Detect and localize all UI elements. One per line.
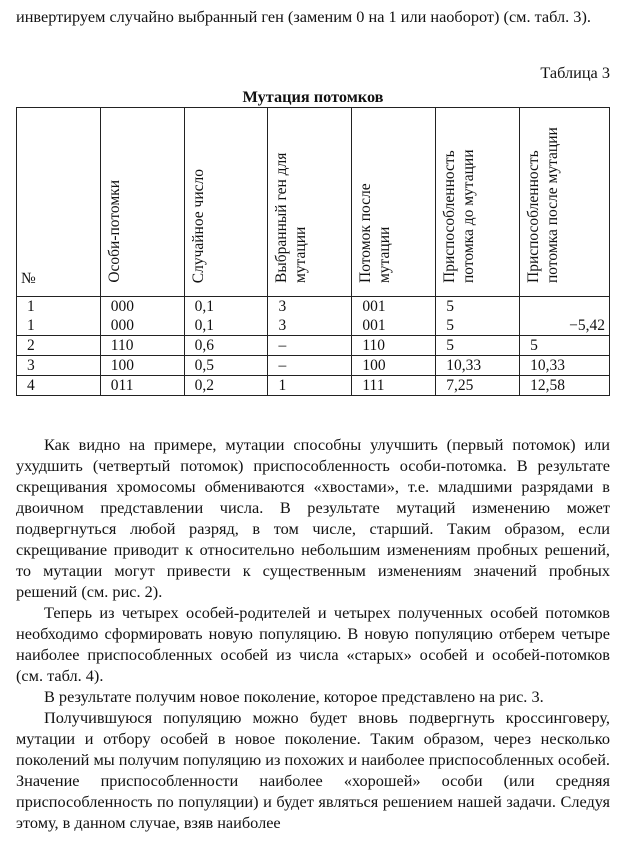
cell-fit-after: −5,42 [520,316,610,336]
paragraph: Теперь из четырех особей-родителей и четырех полученных особей потомков необходимо сформировать новую популяцию. В новую популяцию отберем четыре наиболее приспособленных особей из числа «старых» особей и особей-потомков (см. табл. 4). [16,603,610,685]
table-row [17,336,610,356]
body-text [16,434,610,833]
cell-after: 111 [352,376,436,396]
cell-number: 3 [17,356,101,376]
cell-gene: 3 [268,316,352,336]
mutation-table [16,107,610,396]
header-random-number: Случайное число [184,108,268,297]
cell-number: 1 [17,297,101,317]
header-fitness-after: Приспособленность потомка после мутации [520,108,610,297]
cell-gene: – [268,336,352,356]
cell-fit-before: 5 [436,297,520,317]
cell-offspring: 000 [100,316,184,336]
cell-offspring: 110 [100,336,184,356]
cell-gene: 3 [268,297,352,317]
cell-random: 0,1 [184,316,268,336]
table-header-row [17,108,610,297]
table-row [17,297,610,317]
cell-fit-after: 10,33 [520,356,610,376]
cell-fit-after [520,297,610,317]
table-caption: Таблица 3 [540,63,610,82]
cell-number: 4 [17,376,101,396]
cell-number: 1 [17,316,101,336]
cell-after: 001 [352,316,436,336]
table-row [17,356,610,376]
cell-offspring: 000 [100,297,184,317]
cell-number: 2 [17,336,101,356]
cell-offspring: 100 [100,356,184,376]
header-selected-gene: Выбранный ген для мутации [268,108,352,297]
paragraph: Получившуюся популяцию можно будет вновь подвергнуть кроссинговеру, мутации и отбору особей в новое поколение. Таким образом, через несколько поколений мы получим популяцию из похожих и наиболее приспособленных особей. Значение приспособленности наиболее «хорошей» особи (или средняя приспособленность по популяции) и будет являться решением нашей задачи. Следуя этому, в данном случае, взяв наиболее [16,708,610,832]
cell-gene: 1 [268,376,352,396]
cell-after: 110 [352,336,436,356]
cell-random: 0,1 [184,297,268,317]
table-row [17,376,610,396]
cell-fit-before: 7,25 [436,376,520,396]
cell-fit-after: 12,58 [520,376,610,396]
header-offspring: Особи-потомки [100,108,184,297]
table-row [17,316,610,336]
cell-random: 0,2 [184,376,268,396]
cell-fit-before: 5 [436,316,520,336]
table-title: Мутация потомков [242,87,384,106]
header-number: № [17,108,101,297]
document-page [16,6,610,833]
cell-after: 100 [352,356,436,376]
cell-gene: – [268,356,352,376]
cell-fit-after: 5 [520,336,610,356]
cell-after: 001 [352,297,436,317]
cell-offspring: 011 [100,376,184,396]
header-after-mutation: Потомок после мутации [352,108,436,297]
cell-fit-before: 5 [436,336,520,356]
paragraph: Как видно на примере, мутации способны улучшить (первый потомок) или ухудшить (четвертый потомок) приспособленность особи-потомка. В результате скрещивания хромосомы обмениваются «хвостами», т.е. младшими разрядами в двоичном представлении числа. В результате мутаций изменению может подвергнуться любой разряд, в том числе, старший. Таким образом, если скрещивание приводит к относительно небольшим изменениям пробных решений, то мутации могут привести к существенным изменениям значений пробных решений (см. рис. 2). [16,435,610,601]
paragraph: В результате получим новое поколение, которое представлено на рис. 3. [44,687,544,706]
cell-fit-before: 10,33 [436,356,520,376]
header-fitness-before: Приспособленность потомка до мутации [436,108,520,297]
intro-text: инвертируем случайно выбранный ген (заменим 0 на 1 или наоборот) (см. табл. 3). [16,7,591,26]
cell-random: 0,6 [184,336,268,356]
cell-random: 0,5 [184,356,268,376]
